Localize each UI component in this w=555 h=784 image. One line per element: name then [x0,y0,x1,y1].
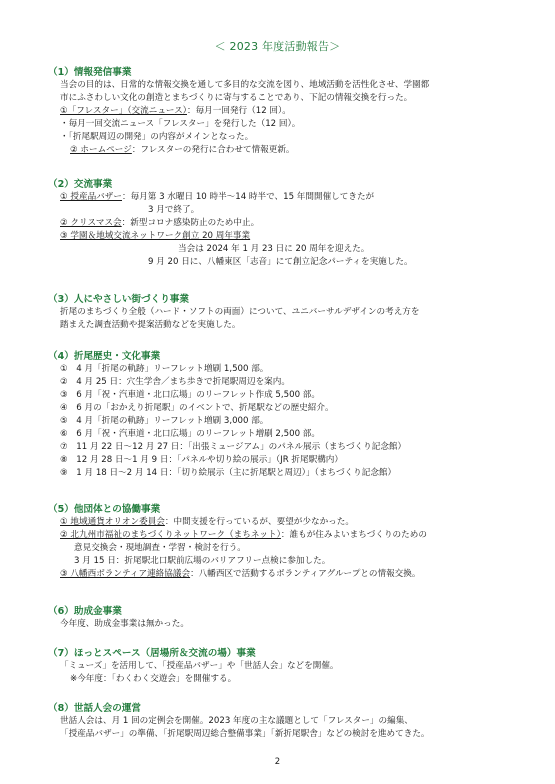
section-title: （7）ほっとスペース（居場所＆交流の場）事業 [48,648,256,659]
item-text: ：新型コロナ感染防止のため中止。 [121,218,260,228]
item-label: ① 地域通貨オリオン委員会 [60,517,165,527]
section-text: 「ミューズ」を活用して、「授産品バザー」や「世話人会」などを開催。 [60,661,339,671]
item-label: ② ホームページ [70,145,132,155]
section-grants [48,605,518,631]
item-continuation: 当会は 2024 年 1 月 23 日に 20 周年を迎えた。 [178,244,370,254]
section-title: （8）世話人会の運営 [48,703,142,714]
list-item: ⑤ 4 月「折尾の軌跡」リーフレット増刷 3,000 部。 [60,416,269,426]
item-text: ：八幡西区で活動するボランティアグループとの情報交換。 [190,569,421,579]
bullet-item: ・毎月一回交流ニュース「フレスター」を発行した（12 回）。 [60,119,301,129]
item-label: ①「フレスター」（交流ニュース） [60,106,187,116]
section-hot-space [48,647,518,686]
item-label: ③ 学園＆地域交流ネットワーク創立 20 周年事業 [60,231,251,241]
page-number: 2 [274,757,281,767]
list-item: ⑨ 1 月 18 日～2 月 14 日：「切り絵展示（主に折尾駅と周辺）」（まちづくり記念館） [60,468,397,478]
bullet-item: ・「折尾駅周辺の開発」の内容がメインとなった。 [60,132,254,142]
section-title: （4）折尾歴史・文化事業 [48,351,161,362]
section-text: 踏まえた調査活動や提案活動などを実施した。 [60,320,241,330]
section-people-friendly-town [48,293,518,332]
list-item [48,230,518,243]
section-title: （6）助成金事業 [48,606,122,617]
section-title: （1）情報発信事業 [48,67,132,78]
item-continuation: 9 月 20 日に、八幡東区「志音」にて創立記念パーティを実施した。 [148,257,413,267]
section-text: 世話人会は、月 1 回の定例会を開催。2023 年度の主な議題として「フレスター」の編集、 [60,716,413,726]
item-text: ：フレスターの発行に合わせて情報更新。 [131,145,295,155]
list-item: ⑧ 12 月 28 日～1 月 9 日：「パネルや切り絵の展示」（JR 折尾駅構内） [60,455,343,465]
section-text: 当会の目的は、日常的な情報交換を通して多目的な交流を図り、地域活動を活性化させ、学園都 [60,80,430,90]
section-title: （5）他団体との協働事業 [48,504,161,515]
list-item [48,568,518,581]
list-item: ⑥ 6 月「祝・汽車道・北口広場」のリーフレット増刷 2,500 部。 [60,429,320,439]
list-item [48,516,518,529]
section-note: ※今年度：「わくわく交遊会」を開催する。 [70,674,237,684]
item-text: ：毎月第 3 水曜日 10 時半～14 時半で、15 年間開催してきたが [122,192,375,202]
item-label: ② 北九州市福祉のまちづくりネットワーク（まちネット） [60,530,281,540]
list-item: ⑦ 11 月 22 日～12 月 27 日：「出張ミュージアム」のパネル展示（まちづくり記念館） [60,442,407,452]
list-item: ③ 6 月「祝・汽車道・北口広場」のリーフレット作成 5,500 部。 [60,390,320,400]
section-info-dissemination [48,66,518,157]
list-item [48,105,518,118]
list-item [48,144,518,157]
list-item [48,191,518,204]
list-item [48,217,518,230]
section-text: 折尾のまちづくり全般（ハード・ソフトの両面）について、ユニバーサルデザインの考え方を [60,307,420,317]
list-item: ④ 6 月の「おかえり折尾駅」のイベントで、折尾駅などの歴史紹介。 [60,403,334,413]
item-text: ：毎月一回発行（12 回）。 [186,106,291,116]
section-text: 「授産品バザー」の準備、「折尾駅周辺総合整備事業」「新折尾駅舎」などの検討を進めてきた。 [60,729,430,739]
section-title: （3）人にやさしい街づくり事業 [48,294,189,305]
report-title: ＜ 2023 年度活動報告＞ [214,40,341,53]
list-item [48,529,518,542]
item-continuation: 3 月で終了。 [148,205,200,215]
section-text: 今年度、助成金事業は無かった。 [60,619,189,629]
item-text: ：中間支援を行っているが、要望が少なかった。 [164,517,354,527]
item-continuation: 3 月 15 日：折尾駅北口駅前広場のバリアフリー点検に参加した。 [74,556,331,566]
section-exchange [48,178,518,269]
item-text: ：誰もが住みよいまちづくりのための [280,530,427,540]
item-label: ① 授産品バザー [60,192,122,202]
list-item: ① 4 月「折尾の軌跡」リーフレット増刷 1,500 部。 [60,364,269,374]
section-title: （2）交流事業 [48,179,113,190]
section-organizers-meeting [48,702,518,741]
section-collaboration [48,503,518,581]
section-text: 市にふさわしい文化の創造とまちづくりに寄与することであり、下記の情報交換を行った。 [60,93,413,103]
item-continuation: 意見交換会・現地調査・学習・検討を行う。 [74,543,246,553]
list-item: ② 4 月 25 日：穴生学舎／まち歩きで折尾駅周辺を案内。 [60,377,290,387]
item-label: ② クリスマス会 [60,218,122,228]
section-history-culture [48,350,518,480]
item-label: ③ 八幡西ボランティア連絡協議会 [60,569,191,579]
